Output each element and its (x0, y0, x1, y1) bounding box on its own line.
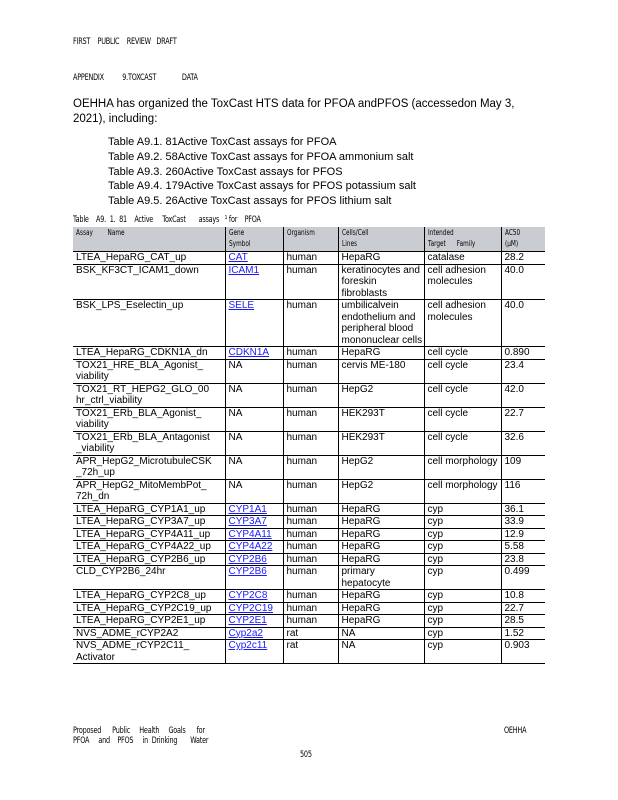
col-assay-name-header-label: Assay Name (76, 228, 125, 237)
col-ac50-cell: 10.8 (501, 590, 545, 603)
gene-symbol-link[interactable]: ICAM1 (228, 264, 260, 276)
col-ac50-cell: 5.58 (501, 541, 545, 554)
page-number: 505 (300, 750, 312, 760)
col-organism-cell: rat (283, 640, 338, 664)
tables-list-label: Table A9.3. 260Active ToxCast assays for PFOS (108, 165, 343, 178)
col-gene-symbol-cell: NA (225, 431, 283, 455)
col-assay-name-cell: APR_HepG2_MicrotubuleCSK _72h_up (73, 455, 225, 479)
col-assay-name-cell: LTEA_HepaRG_CYP2E1_up (73, 615, 225, 628)
col-cells-cell: NA (338, 640, 424, 664)
footer-right: OEHHA (504, 726, 527, 736)
col-target-family-cell: cyp (424, 627, 501, 640)
col-organism-cell: human (283, 431, 338, 455)
table-header-row (73, 227, 545, 252)
col-gene-symbol-cell (225, 300, 283, 347)
table-row (73, 541, 545, 554)
col-cells-cell: HepaRG (338, 541, 424, 554)
table-row (73, 602, 545, 615)
col-target-family-cell: cell cycle (424, 347, 501, 360)
col-gene-symbol-cell: NA (225, 359, 283, 383)
col-target-family-cell: cyp (424, 566, 501, 590)
table-row (73, 553, 545, 566)
tables-list-item (88, 150, 558, 165)
gene-symbol-link[interactable]: CYP4A11 (228, 528, 272, 540)
table-row (73, 640, 545, 664)
col-assay-name-cell: TOX21_RT_HEPG2_GLO_00 hr_ctrl_viability (73, 383, 225, 407)
col-gene-symbol-cell (225, 347, 283, 360)
col-target-family-cell: cell morphology (424, 455, 501, 479)
col-cells-cell: umbilicalvein endothelium and peripheral blood mononuclear cells (338, 300, 424, 347)
col-ac50-cell: 116 (501, 479, 545, 503)
footer-left-line2: PFOA and PFOS in Drinking Water (73, 736, 209, 746)
col-target-family-cell: cyp (424, 503, 501, 516)
col-ac50-cell: 22.7 (501, 602, 545, 615)
gene-symbol-link[interactable]: CYP3A7 (228, 516, 267, 527)
col-organism-cell: human (283, 553, 338, 566)
table-row (73, 590, 545, 603)
col-gene-symbol-cell (225, 252, 283, 265)
col-organism-cell: human (283, 541, 338, 554)
col-cells-cell: cervis ME-180 (338, 359, 424, 383)
col-gene-symbol-cell (225, 553, 283, 566)
col-gene-symbol-cell (225, 503, 283, 516)
col-organism-cell: human (283, 455, 338, 479)
table-row (73, 516, 545, 529)
table-row (73, 627, 545, 640)
col-assay-name-cell: LTEA_HepaRG_CYP2C19_up (73, 602, 225, 615)
tables-list-item (88, 179, 558, 194)
col-ac50-cell: 1.52 (501, 627, 545, 640)
col-cells-cell: keratinocytes and foreskin fibroblasts (338, 264, 424, 300)
col-target-family-cell: cyp (424, 528, 501, 541)
col-assay-name-cell: NVS_ADME_rCYP2A2 (73, 627, 225, 640)
col-target-family-cell: cell adhesion molecules (424, 264, 501, 300)
col-ac50-cell: 42.0 (501, 383, 545, 407)
tables-list-item (88, 135, 558, 150)
col-organism-cell: human (283, 264, 338, 300)
gene-symbol-link[interactable]: CDKN1A (228, 347, 270, 358)
col-target-family-cell: cyp (424, 590, 501, 603)
table-row (73, 503, 545, 516)
col-ac50-cell: 0.890 (501, 347, 545, 360)
col-gene-symbol-header (225, 227, 283, 252)
col-cells-cell: HepaRG (338, 252, 424, 265)
col-assay-name-cell: LTEA_HepaRG_CAT_up (73, 252, 225, 265)
gene-symbol-link[interactable]: CYP2B6 (228, 553, 267, 565)
col-cells-cell: HepG2 (338, 479, 424, 503)
col-target-family-cell: cyp (424, 640, 501, 664)
bullet-icon (88, 194, 108, 209)
col-ac50-cell: 32.6 (501, 431, 545, 455)
gene-symbol-link[interactable]: Cyp2a2 (228, 627, 263, 639)
col-ac50-cell: 28.5 (501, 615, 545, 628)
gene-symbol-link[interactable]: CYP2C19 (228, 602, 273, 614)
col-cells-cell: HepaRG (338, 615, 424, 628)
col-assay-name-cell: LTEA_HepaRG_CYP3A7_up (73, 516, 225, 529)
col-ac50-cell: 40.0 (501, 264, 545, 300)
toxcast-table (73, 227, 545, 664)
col-target-family-header-label: Intended Target Family (427, 228, 475, 248)
gene-symbol-link[interactable]: SELE (228, 300, 255, 311)
col-target-family-cell: cyp (424, 615, 501, 628)
col-organism-cell: human (283, 407, 338, 431)
col-cells-cell: HepG2 (338, 455, 424, 479)
col-cells-cell: HepaRG (338, 553, 424, 566)
table-row (73, 300, 545, 347)
col-assay-name-cell: CLD_CYP2B6_24hr (73, 566, 225, 590)
col-ac50-cell: 109 (501, 455, 545, 479)
col-cells-cell: HepaRG (338, 528, 424, 541)
table-row (73, 407, 545, 431)
col-gene-symbol-cell: NA (225, 383, 283, 407)
gene-symbol-link[interactable]: CYP2B6 (228, 566, 267, 577)
col-assay-name-cell: LTEA_HepaRG_CYP2C8_up (73, 590, 225, 603)
appendix-heading: APPENDIX 9.TOXCAST DATA (73, 73, 198, 83)
col-ac50-cell: 33.9 (501, 516, 545, 529)
col-target-family-cell: cell morphology (424, 479, 501, 503)
col-organism-cell: human (283, 359, 338, 383)
col-organism-cell: human (283, 602, 338, 615)
col-ac50-cell: 23.4 (501, 359, 545, 383)
bullet-icon (88, 150, 108, 165)
col-gene-symbol-cell (225, 264, 283, 300)
tables-list (88, 135, 558, 209)
col-cells-cell: HepG2 (338, 383, 424, 407)
col-target-family-cell: cyp (424, 541, 501, 554)
table-row (73, 479, 545, 503)
col-gene-symbol-cell (225, 566, 283, 590)
col-gene-symbol-cell (225, 615, 283, 628)
col-assay-name-cell: LTEA_HepaRG_CYP4A22_up (73, 541, 225, 554)
col-organism-cell: human (283, 516, 338, 529)
col-cells-cell: NA (338, 627, 424, 640)
table-body (73, 252, 545, 664)
col-organism-cell: human (283, 383, 338, 407)
gene-symbol-link[interactable]: CYP2E1 (228, 615, 267, 626)
col-target-family-cell: cyp (424, 602, 501, 615)
col-gene-symbol-header-label: Gene Symbol (228, 228, 250, 248)
col-gene-symbol-cell (225, 640, 283, 664)
col-organism-cell: human (283, 566, 338, 590)
table-row (73, 566, 545, 590)
col-cells-cell: primary hepatocyte (338, 566, 424, 590)
tables-list-label: Table A9.5. 26Active ToxCast assays for PFOS lithium salt (108, 195, 392, 208)
col-ac50-header (501, 227, 545, 252)
tables-list-item (88, 165, 558, 180)
col-organism-cell: human (283, 300, 338, 347)
col-assay-name-cell: LTEA_HepaRG_CYP2B6_up (73, 553, 225, 566)
col-ac50-header-label: AC50 (µM) (504, 228, 520, 248)
col-cells-cell: HepaRG (338, 602, 424, 615)
col-ac50-cell: 36.1 (501, 503, 545, 516)
col-cells-header-label: Cells/Cell Lines (341, 228, 368, 248)
gene-symbol-link[interactable]: Cyp2c11 (228, 640, 268, 651)
tables-list-label: Table A9.4. 179Active ToxCast assays for PFOS potassium salt (108, 180, 416, 193)
col-cells-cell: HepaRG (338, 590, 424, 603)
tables-list-label: Table A9.2. 58Active ToxCast assays for PFOA ammonium salt (108, 150, 414, 163)
col-organism-cell: human (283, 590, 338, 603)
col-assay-name-cell: LTEA_HepaRG_CYP1A1_up (73, 503, 225, 516)
col-assay-name-cell: TOX21_ERb_BLA_Agonist_ viability (73, 407, 225, 431)
col-assay-name-cell: APR_HepG2_MitoMembPot_ 72h_dn (73, 479, 225, 503)
table-row (73, 347, 545, 360)
col-cells-cell: HepaRG (338, 516, 424, 529)
col-assay-name-cell: BSK_LPS_Eselectin_up (73, 300, 225, 347)
col-target-family-cell: cell cycle (424, 407, 501, 431)
col-gene-symbol-cell (225, 590, 283, 603)
col-ac50-cell: 0.499 (501, 566, 545, 590)
intro-paragraph: OEHHA has organized the ToxCast HTS data for PFOA andPFOS (accessedon May 3, 2021), including: (73, 98, 515, 125)
col-organism-header (283, 227, 338, 252)
col-organism-cell: human (283, 479, 338, 503)
col-assay-name-cell: LTEA_HepaRG_CDKN1A_dn (73, 347, 225, 360)
col-ac50-cell: 23.8 (501, 553, 545, 566)
col-ac50-cell: 0.903 (501, 640, 545, 664)
tables-list-label: Table A9.1. 81Active ToxCast assays for PFOA (108, 136, 337, 148)
col-gene-symbol-cell (225, 528, 283, 541)
footer-left-line1: Proposed Public Health Goals for (73, 726, 205, 736)
col-cells-cell: HepaRG (338, 503, 424, 516)
col-cells-cell: HEK293T (338, 407, 424, 431)
footer (73, 726, 545, 746)
col-ac50-cell: 40.0 (501, 300, 545, 347)
col-target-family-cell: cell adhesion molecules (424, 300, 501, 347)
col-organism-cell: human (283, 503, 338, 516)
col-cells-cell: HEK293T (338, 431, 424, 455)
table-row (73, 383, 545, 407)
col-target-family-cell: cell cycle (424, 359, 501, 383)
col-assay-name-cell: BSK_KF3CT_ICAM1_down (73, 264, 225, 300)
col-gene-symbol-cell (225, 602, 283, 615)
col-gene-symbol-cell: NA (225, 407, 283, 431)
table-row (73, 359, 545, 383)
bullet-icon (88, 179, 108, 194)
bullet-icon (88, 165, 108, 180)
col-gene-symbol-cell (225, 627, 283, 640)
col-organism-cell: human (283, 252, 338, 265)
col-assay-name-header (73, 227, 225, 252)
col-organism-cell: rat (283, 627, 338, 640)
col-assay-name-cell: NVS_ADME_rCYP2C11_ Activator (73, 640, 225, 664)
col-cells-header (338, 227, 424, 252)
table-row (73, 264, 545, 300)
col-target-family-cell: catalase (424, 252, 501, 265)
col-organism-cell: human (283, 528, 338, 541)
col-gene-symbol-cell (225, 541, 283, 554)
gene-symbol-link[interactable]: CYP4A22 (228, 541, 273, 552)
table-row (73, 615, 545, 628)
col-organism-cell: human (283, 347, 338, 360)
gene-symbol-link[interactable]: CAT (228, 252, 248, 263)
col-target-family-cell: cell cycle (424, 431, 501, 455)
col-cells-cell: HepaRG (338, 347, 424, 360)
col-ac50-cell: 12.9 (501, 528, 545, 541)
table-caption: Table A9. 1. 81 Active ToxCast assays ¹ for PFOA (73, 215, 261, 225)
col-target-family-header (424, 227, 501, 252)
draft-header: FIRST PUBLIC REVIEW DRAFT (73, 37, 177, 47)
table-row (73, 455, 545, 479)
table-row (73, 528, 545, 541)
col-ac50-cell: 28.2 (501, 252, 545, 265)
bullet-icon (88, 135, 108, 150)
tables-list-item (88, 194, 558, 209)
col-assay-name-cell: LTEA_HepaRG_CYP4A11_up (73, 528, 225, 541)
col-organism-cell: human (283, 615, 338, 628)
col-gene-symbol-cell (225, 516, 283, 529)
col-assay-name-cell: TOX21_ERb_BLA_Antagonist _viability (73, 431, 225, 455)
col-gene-symbol-cell: NA (225, 479, 283, 503)
table-row (73, 252, 545, 265)
gene-symbol-link[interactable]: CYP2C8 (228, 590, 268, 601)
gene-symbol-link[interactable]: CYP1A1 (228, 503, 267, 515)
col-organism-header-label: Organism (286, 228, 315, 237)
col-assay-name-cell: TOX21_HRE_BLA_Agonist_ viability (73, 359, 225, 383)
table-row (73, 431, 545, 455)
col-gene-symbol-cell: NA (225, 455, 283, 479)
col-ac50-cell: 22.7 (501, 407, 545, 431)
col-target-family-cell: cyp (424, 516, 501, 529)
col-target-family-cell: cell cycle (424, 383, 501, 407)
col-target-family-cell: cyp (424, 553, 501, 566)
